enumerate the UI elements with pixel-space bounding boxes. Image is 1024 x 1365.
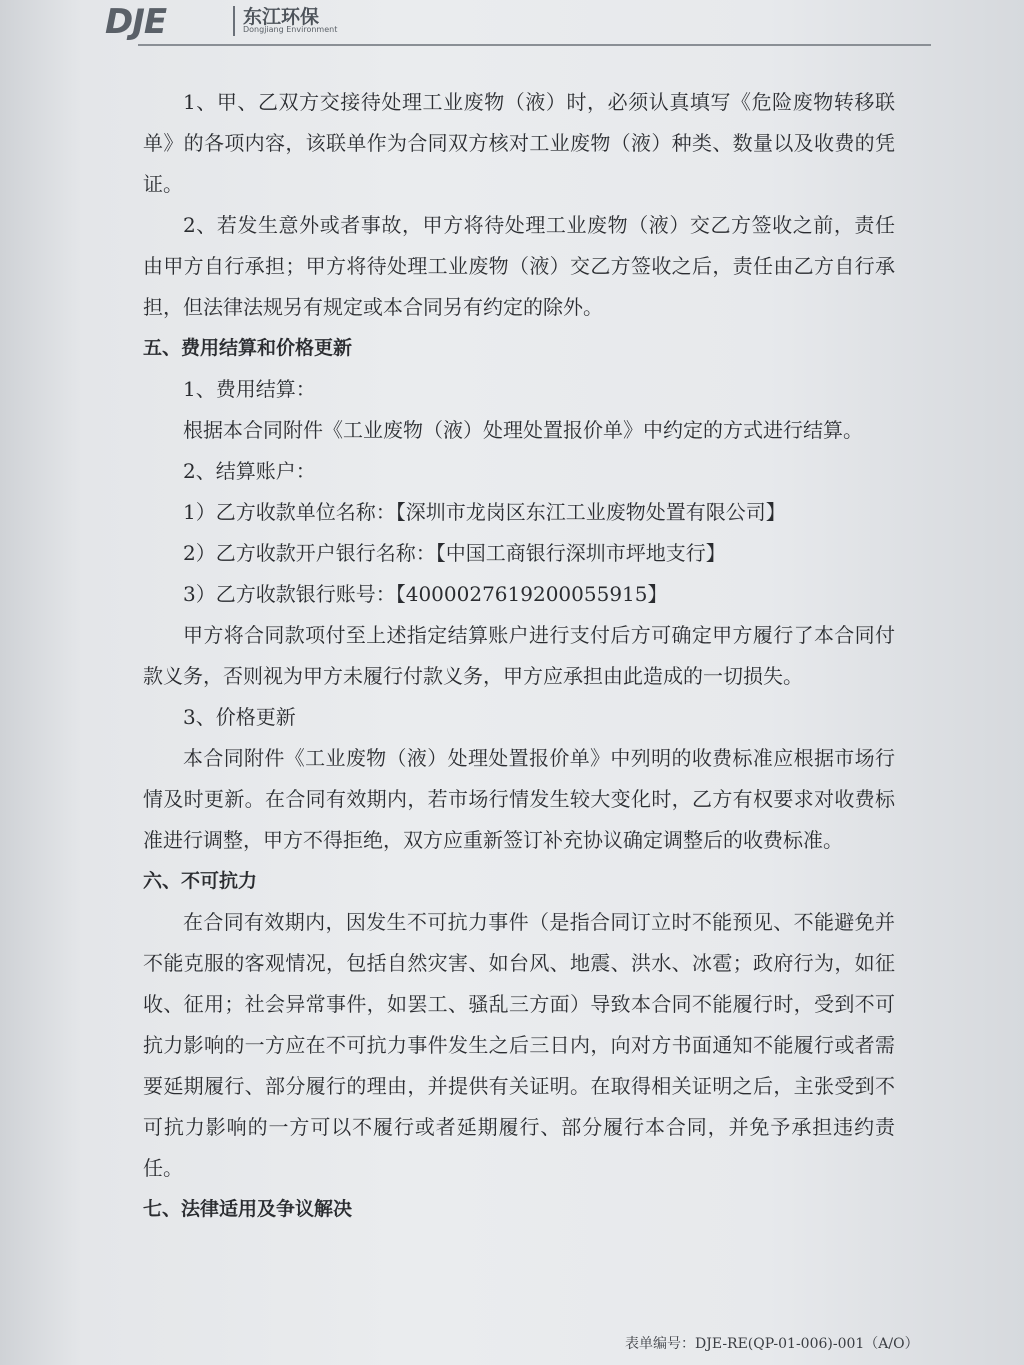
form-number: 表单编号：DJE-RE(QP-01-006)-001（A/O） <box>625 1336 919 1352</box>
subsection-title-settlement: 1、费用结算： <box>183 377 316 401</box>
section-heading-5: 五、费用结算和价格更新 <box>143 337 353 359</box>
account-number: 3）乙方收款银行账号：【4000027619200055915】 <box>183 582 668 606</box>
account-payee-name: 1）乙方收款单位名称：【深圳市龙岗区东江工业废物处置有限公司】 <box>183 500 786 524</box>
contract-body <box>143 82 895 1230</box>
subsection-title-account: 2、结算账户： <box>183 459 316 483</box>
section-heading-6: 六、不可抗力 <box>143 870 258 892</box>
letterhead <box>105 0 935 44</box>
subsection-title-price-update: 3、价格更新 <box>183 705 296 729</box>
clause-paragraph-2: 2、若发生意外或者事故，甲方将待处理工业废物（液）交乙方签收之前，责任由甲方自行承担；甲方将待处理工业废物（液）交乙方签收之后，责任由乙方自行承担，但法律法规另有规定或本合同另有约定的除外。 <box>143 213 895 319</box>
company-logo: DJE <box>105 2 167 42</box>
company-name-cn: 东江环保 <box>243 6 320 28</box>
header-divider <box>138 44 931 46</box>
account-bank-name: 2）乙方收款开户银行名称：【中国工商银行深圳市坪地支行】 <box>183 541 726 565</box>
logo-divider <box>233 6 235 36</box>
force-majeure-text: 在合同有效期内，因发生不可抗力事件（是指合同订立时不能预见、不能避免并不能克服的客观情况，包括自然灾害、如台风、地震、洪水、冰雹；政府行为，如征收、征用；社会异常事件，如罢工、骚乱三方面）导致本合同不能履行时，受到不可抗力影响的一方应在不可抗力事件发生之后三日内，向对方书面通知不能履行或者需要延期履行、部分履行的理由，并提供有关证明。在取得相关证明之后，主张受到不可抗力影响的一方可以不履行或者延期履行、部分履行本合同，并免予承担违约责任。 <box>143 910 895 1180</box>
price-update-text: 本合同附件《工业废物（液）处理处置报价单》中列明的收费标准应根据市场行情及时更新。在合同有效期内，若市场行情发生较大变化时，乙方有权要求对收费标准进行调整，甲方不得拒绝，双方应重新签订补充协议确定调整后的收费标准。 <box>143 746 895 852</box>
clause-paragraph-1: 1、甲、乙双方交接待处理工业废物（液）时，必须认真填写《危险废物转移联单》的各项内容，该联单作为合同双方核对工业废物（液）种类、数量以及收费的凭证。 <box>143 90 895 196</box>
company-name-en: Dongjiang Environment <box>243 25 338 34</box>
settlement-text: 根据本合同附件《工业废物（液）处理处置报价单》中约定的方式进行结算。 <box>183 418 863 442</box>
payment-note: 甲方将合同款项付至上述指定结算账户进行支付后方可确定甲方履行了本合同付款义务，否则视为甲方未履行付款义务，甲方应承担由此造成的一切损失。 <box>143 623 895 688</box>
section-heading-7: 七、法律适用及争议解决 <box>143 1198 353 1220</box>
